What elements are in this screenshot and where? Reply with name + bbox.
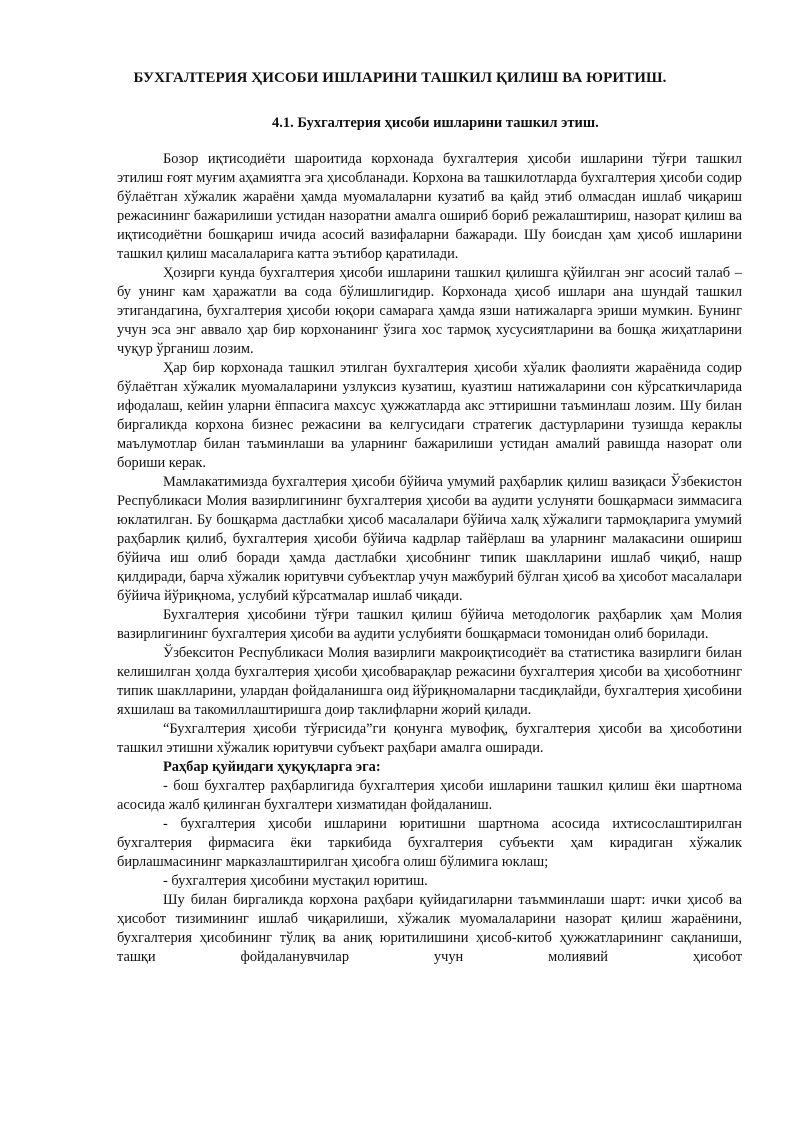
rights-list-item: - бош бухгалтер раҳбарлигида бухгалтерия ҳисоби ишларини ташкил қилиш ёки шартнома асосида жалб қилинган бухгалтери хизматидан фойдаланиш.: [117, 778, 742, 813]
document-body: [117, 150, 742, 967]
paragraph: Бозор иқтисодиёти шароитида корхонада бухгалтерия ҳисоби ишларини тўғри ташкил этилиш ғоят муғим аҳамиятга эга ҳисобланади. Корхона ва ташкилотларда бухгалтерия ҳисоби содир бўлаётган хўжалик жараёни ҳамда муомалаларни кузатиб ва қайд этиб олмасдан ишлаб чиқариш режасининг бажарилиши устидан назоратни амалга ошириб бориб режалаштириш, назорат қилиш ва иқтисодиётни бошқариш ичида асосий вазифаларни бажаради. Шу боисдан ҳам ҳисоб ишларини ташкил қилиш масалаларига катта эътибор қаратилади.: [117, 151, 742, 262]
document-title: БУХГАЛТЕРИЯ ҲИСОБИ ИШЛАРИНИ ТАШКИЛ ҚИЛИШ ВА ЮРИТИШ.: [133, 70, 667, 86]
rights-heading: Раҳбар қуйидаги ҳуқуқларга эга:: [163, 759, 381, 775]
rights-list-item: - бухгалтерия ҳисоби ишларини юритишни шартнома асосида ихтисослаштирилган бухгалтерия фирмасига ёки таркибида бухгалтерия субъекти ҳам кирадиган хўжалик бирлашмасининг марказлаштирилган ҳисобга олиш бўлимига юклаш;: [117, 816, 742, 870]
paragraph: Ҳозирги кунда бухгалтерия ҳисоби ишларини ташкил қилишга қўйилган энг асосий талаб – бу унинг кам ҳаражатли ва сода бўлишлигидир. Корхонада ҳисоб ишлари ана шундай ташкил этигандагина, бухгалтерия ҳисоби юқори самарага ҳамда язши натижаларга эриши мумкин. Бунинг учун эса энг аввало ҳар бир корхонанинг ўзига хос тармоқ хусусиятларини ва бошқа жиҳатларини чуқур ўрганиш лозим.: [117, 265, 742, 357]
paragraph: “Бухгалтерия ҳисоби тўғрисида”ги қонунга мувофиқ, бухгалтерия ҳисоби ва ҳисоботини ташкил этишни хўжалик юритувчи субъект раҳбари амалга оширади.: [117, 721, 742, 756]
paragraph: Ўзбекситон Республикаси Молия вазирлиги макроиқтисодиёт ва статистика вазирлиги билан келишилган ҳолда бухгалтерия ҳисоби ҳисобварақлар режасини бухгалтерия ҳисоби ва ҳисоботнинг типик шаклларини, улардан фойдаланишга оид йўриқномаларни тасдиқлайди, бухгалтерия ҳисобини яхшилаш ва такомиллаштиришга доир таклифларни жорий қилади.: [117, 645, 742, 718]
paragraph: Мамлакатимизда бухгалтерия ҳисоби бўйича умумий раҳбарлик қилиш вазиқаси Ўзбекистон Республикаси Молия вазирлигининг бухгалтерия ҳисоби ва аудити услуняти бошқармаси зиммасига юклатилган. Бу бошқарма дастлабки ҳисоб масалалари бўйича халқ хўжалиги тармоқларига умумий раҳбарлик қилиб, бухгалтерия ҳисоби бўйича кадрлар тайёрлаш ва уларнинг малакасини ошириш бўйича иш олиб боради ҳамда дастлабки ҳисобнинг типик шаклларини ишлаб чиқиб, нашр қилдиради, барча хўжалик юритувчи субъектлар учун мажбурий бўлган ҳисоб ва ҳисобот масалалари бўйича йўриқнома, услубий кўрсатмалар ишлаб чиқади.: [117, 474, 742, 604]
paragraph: Бухгалтерия ҳисобини тўғри ташкил қилиш бўйича методологик раҳбарлик ҳам Молия вазирлигининг бухгалтерия ҳисоби ва аудити услубияти бошқармаси томонидан олиб борилади.: [117, 607, 742, 642]
paragraph: Ҳар бир корхонада ташкил этилган бухгалтерия ҳисоби хўалик фаолияти жараёнида содир бўлаётган хўжалик муомалаларини узлуксиз кузатиш, куазтиш натижаларини сон кўрсаткичларида ифодалаш, кейин уларни ёппасига махсус ҳужжатларда акс эттиришни таъминлаш лозим. Шу билан биргаликда корхона бизнес режасини ва келгусидаги стратегик дастурларини тузишда кераклы маълумотлар билан таъминлаши ва уларнинг бажарилиши устидан амалий равишда назорат оли бориши керак.: [117, 360, 742, 471]
rights-list-item: - бухгалтерия ҳисобини мустақил юритиш.: [163, 873, 428, 889]
section-subtitle: 4.1. Бухгалтерия ҳисоби ишларини ташкил этиш.: [272, 115, 599, 131]
closing-paragraph: Шу билан биргаликда корхона раҳбари қуйидагиларни таъмминлаши шарт: ички ҳисоб ва ҳисобот тизимининг ишлаб чиқарилиши, хўжалик муомалаларини назорат қилиш жараёнини, бухгалтерия ҳисобининг тўлиқ ва аниқ юритилишини ҳисоб-китоб ҳужжатларининг сақланиши, ташқи фойдаланувчилар учун молиявий ҳисобот: [117, 892, 742, 965]
